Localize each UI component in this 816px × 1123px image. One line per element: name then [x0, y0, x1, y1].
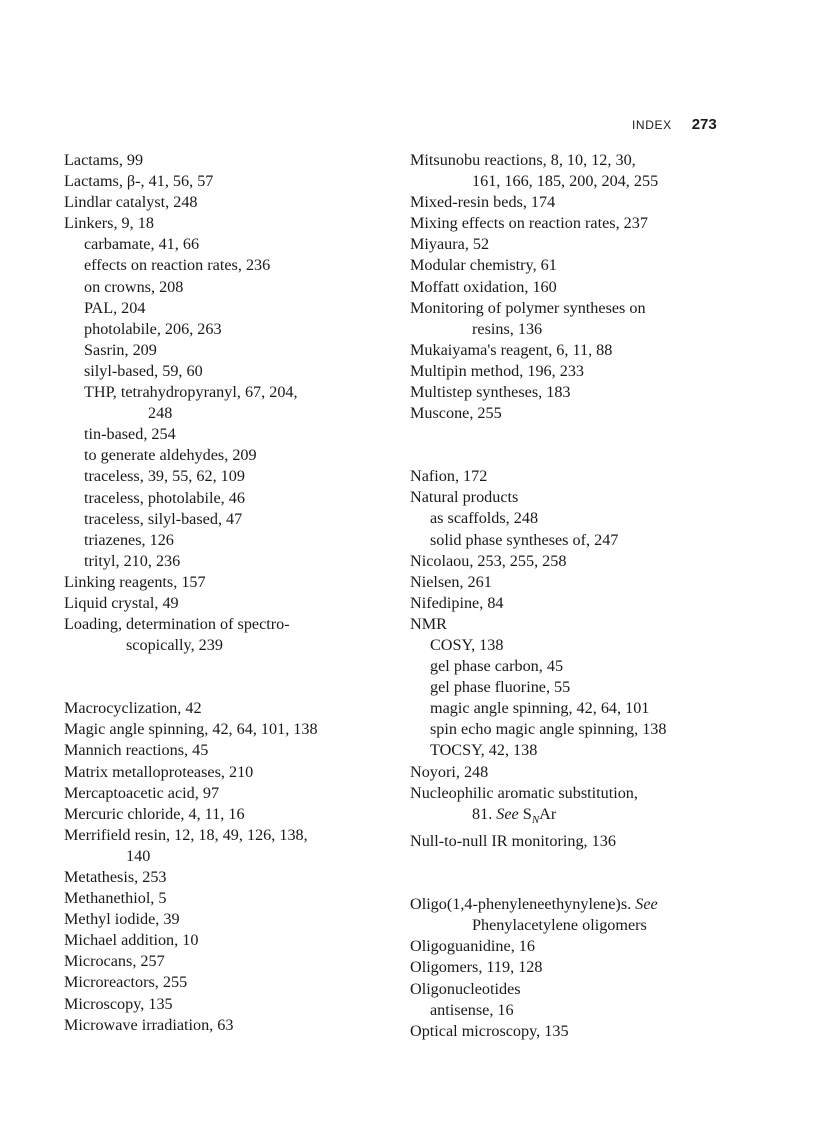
index-entry: Moffatt oxidation, 160	[410, 277, 557, 296]
index-entry: Macrocyclization, 42	[64, 699, 202, 718]
index-entry: Mercuric chloride, 4, 11, 16	[64, 804, 245, 823]
index-entry: Microcans, 257	[64, 952, 165, 971]
index-entry: Oligomers, 119, 128	[410, 958, 543, 977]
header-label: INDEX	[632, 118, 672, 132]
index-entry: Nifedipine, 84	[410, 593, 504, 612]
index-subentry: photolabile, 206, 263	[84, 319, 222, 338]
index-subentry: THP, tetrahydropyranyl, 67, 204,	[84, 383, 298, 402]
index-entry-continuation: 140	[126, 846, 151, 865]
index-subentry: as scaffolds, 248	[430, 509, 539, 528]
index-entry: Miyaura, 52	[410, 235, 490, 254]
index-subentry: gel phase fluorine, 55	[430, 678, 571, 697]
index-entry-continuation: Phenylacetylene oligomers	[472, 916, 647, 935]
index-entry: Oligonucleotides	[410, 979, 521, 998]
running-header	[632, 116, 742, 136]
index-entry: Lindlar catalyst, 248	[64, 193, 198, 212]
index-entry: Mixing effects on reaction rates, 237	[410, 214, 648, 233]
section-gap	[64, 656, 404, 698]
index-subentry: tin-based, 254	[84, 425, 176, 444]
index-entry: Multipin method, 196, 233	[410, 361, 585, 380]
index-entry-continuation: resins, 136	[472, 319, 543, 338]
index-subentry: antisense, 16	[430, 1000, 514, 1019]
index-entry: Methyl iodide, 39	[64, 910, 180, 929]
index-entry: Lactams, β-, 41, 56, 57	[64, 172, 214, 191]
index-entry: Methanethiol, 5	[64, 889, 167, 908]
index-subentry: traceless, silyl-based, 47	[84, 509, 243, 528]
index-entry: Liquid crystal, 49	[64, 593, 179, 612]
index-subentry: Sasrin, 209	[84, 340, 157, 359]
page-number: 273	[691, 116, 717, 133]
index-entry: Noyori, 248	[410, 762, 489, 781]
index-subentry: triazenes, 126	[84, 530, 174, 549]
index-entry-continuation	[410, 804, 740, 831]
index-entry: Microreactors, 255	[64, 973, 188, 992]
index-entry: Mixed-resin beds, 174	[410, 193, 556, 212]
index-subentry: magic angle spinning, 42, 64, 101	[430, 699, 650, 718]
entry-text: 81.	[472, 804, 497, 823]
index-entry: Matrix metalloproteases, 210	[64, 762, 254, 781]
index-subentry: traceless, photolabile, 46	[84, 488, 245, 507]
index-subentry: traceless, 39, 55, 62, 109	[84, 467, 245, 486]
index-subentry: on crowns, 208	[84, 277, 184, 296]
index-subentry: to generate aldehydes, 209	[84, 446, 257, 465]
entry-text: S	[518, 804, 532, 823]
index-entry: Loading, determination of spectro-	[64, 615, 290, 634]
index-entry-continuation: scopically, 239	[126, 636, 223, 655]
index-entry: Nucleophilic aromatic substitution,	[410, 783, 638, 802]
see-reference: See	[635, 895, 658, 914]
index-subentry: silyl-based, 59, 60	[84, 361, 203, 380]
see-reference: See	[496, 804, 519, 823]
index-entry: Multistep syntheses, 183	[410, 383, 571, 402]
entry-text: Oligo(1,4-phenyleneethynylene)s.	[410, 895, 636, 914]
index-entry-continuation: 248	[148, 404, 173, 423]
index-entry-continuation: 161, 166, 185, 200, 204, 255	[472, 172, 659, 191]
index-entry: Null-to-null IR monitoring, 136	[410, 832, 616, 851]
index-entry	[410, 894, 740, 915]
index-entry: Monitoring of polymer syntheses on	[410, 298, 646, 317]
section-gap	[410, 852, 740, 894]
index-entry: Linkers, 9, 18	[64, 214, 154, 233]
index-column-right	[410, 150, 740, 1042]
index-subentry: trityl, 210, 236	[84, 551, 181, 570]
section-gap	[410, 424, 740, 466]
index-entry: Muscone, 255	[410, 404, 502, 423]
index-subentry: effects on reaction rates, 236	[84, 256, 271, 275]
index-entry: Metathesis, 253	[64, 868, 167, 886]
index-entry: NMR	[410, 614, 447, 633]
index-entry: Magic angle spinning, 42, 64, 101, 138	[64, 720, 318, 739]
subscript: N	[531, 813, 540, 826]
index-subentry: TOCSY, 42, 138	[430, 741, 538, 760]
index-entry: Microwave irradiation, 63	[64, 1015, 234, 1034]
index-entry: Mukaiyama's reagent, 6, 11, 88	[410, 340, 613, 359]
index-entry: Natural products	[410, 488, 519, 507]
index-subentry: PAL, 204	[84, 298, 146, 317]
index-entry: Mitsunobu reactions, 8, 10, 12, 30,	[410, 151, 636, 169]
index-entry: Lactams, 99	[64, 151, 144, 169]
index-entry: Linking reagents, 157	[64, 572, 206, 591]
entry-text: Ar	[539, 804, 557, 823]
index-column-left	[64, 150, 404, 1036]
index-entry: Modular chemistry, 61	[410, 256, 557, 275]
index-entry: Oligoguanidine, 16	[410, 937, 535, 956]
index-entry: Nicolaou, 253, 255, 258	[410, 551, 567, 570]
index-entry: Michael addition, 10	[64, 931, 199, 950]
index-subentry: spin echo magic angle spinning, 138	[430, 720, 667, 739]
index-entry: Mercaptoacetic acid, 97	[64, 783, 220, 802]
index-entry: Mannich reactions, 45	[64, 741, 209, 760]
index-subentry: solid phase syntheses of, 247	[430, 530, 619, 549]
index-subentry: gel phase carbon, 45	[430, 657, 564, 676]
index-entry: Microscopy, 135	[64, 994, 173, 1013]
index-entry: Nielsen, 261	[410, 572, 492, 591]
index-entry: Optical microscopy, 135	[410, 1021, 569, 1040]
index-entry: Merrifield resin, 12, 18, 49, 126, 138,	[64, 825, 308, 844]
index-subentry: carbamate, 41, 66	[84, 235, 200, 254]
index-subentry: COSY, 138	[430, 635, 504, 654]
index-entry: Nafion, 172	[410, 467, 488, 486]
